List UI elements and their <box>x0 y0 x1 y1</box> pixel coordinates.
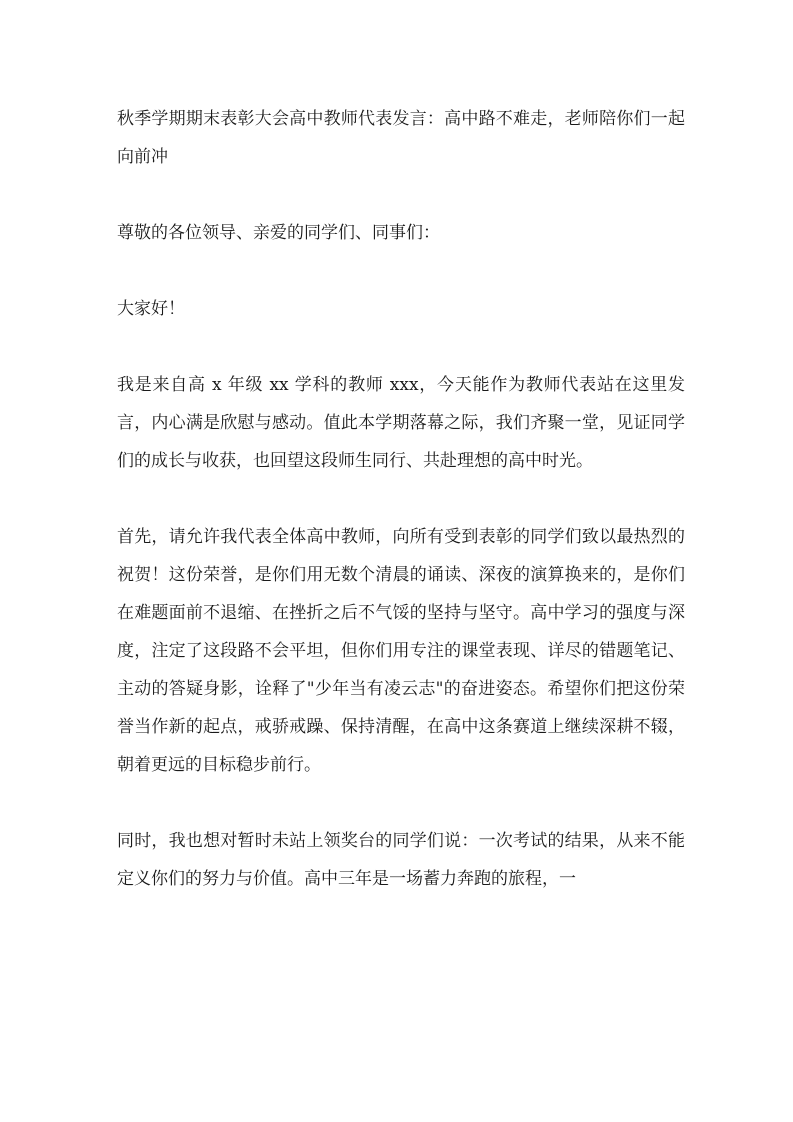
body-paragraph: 同时，我也想对暂时未站上领奖台的同学们说：一次考试的结果，从来不能定义你们的努力与价值。高中三年是一场蓄力奔跑的旅程，一 <box>117 831 685 889</box>
salutation: 尊敬的各位领导、亲爱的同学们、同事们： <box>117 223 440 243</box>
body-paragraph: 我是来自高 x 年级 xx 学科的教师 xxx，今天能作为教师代表站在这里发言，内心满是欣慰与感动。值此本学期落幕之际，我们齐聚一堂，见证同学们的成长与收获，也回望这段师生同行、共赴理想的高中时光。 <box>117 375 685 471</box>
greeting: 大家好！ <box>117 299 185 319</box>
document-title: 秋季学期期末表彰大会高中教师代表发言：高中路不难走，老师陪你们一起向前冲 <box>117 109 685 167</box>
body-paragraph: 首先，请允许我代表全体高中教师，向所有受到表彰的同学们致以最热烈的祝贺！这份荣誉，是你们用无数个清晨的诵读、深夜的演算换来的，是你们在难题面前不退缩、在挫折之后不气馁的坚持与坚守。高中学习的强度与深度，注定了这段路不会平坦，但你们用专注的课堂表现、详尽的错题笔记、主动的答疑身影，诠释了"少年当有凌云志"的奋进姿态。希望你们把这份荣誉当作新的起点，戒骄戒躁、保持清醒，在高中这条赛道上继续深耕不辍，朝着更远的目标稳步前行。 <box>117 527 685 775</box>
document-page <box>117 100 685 936</box>
